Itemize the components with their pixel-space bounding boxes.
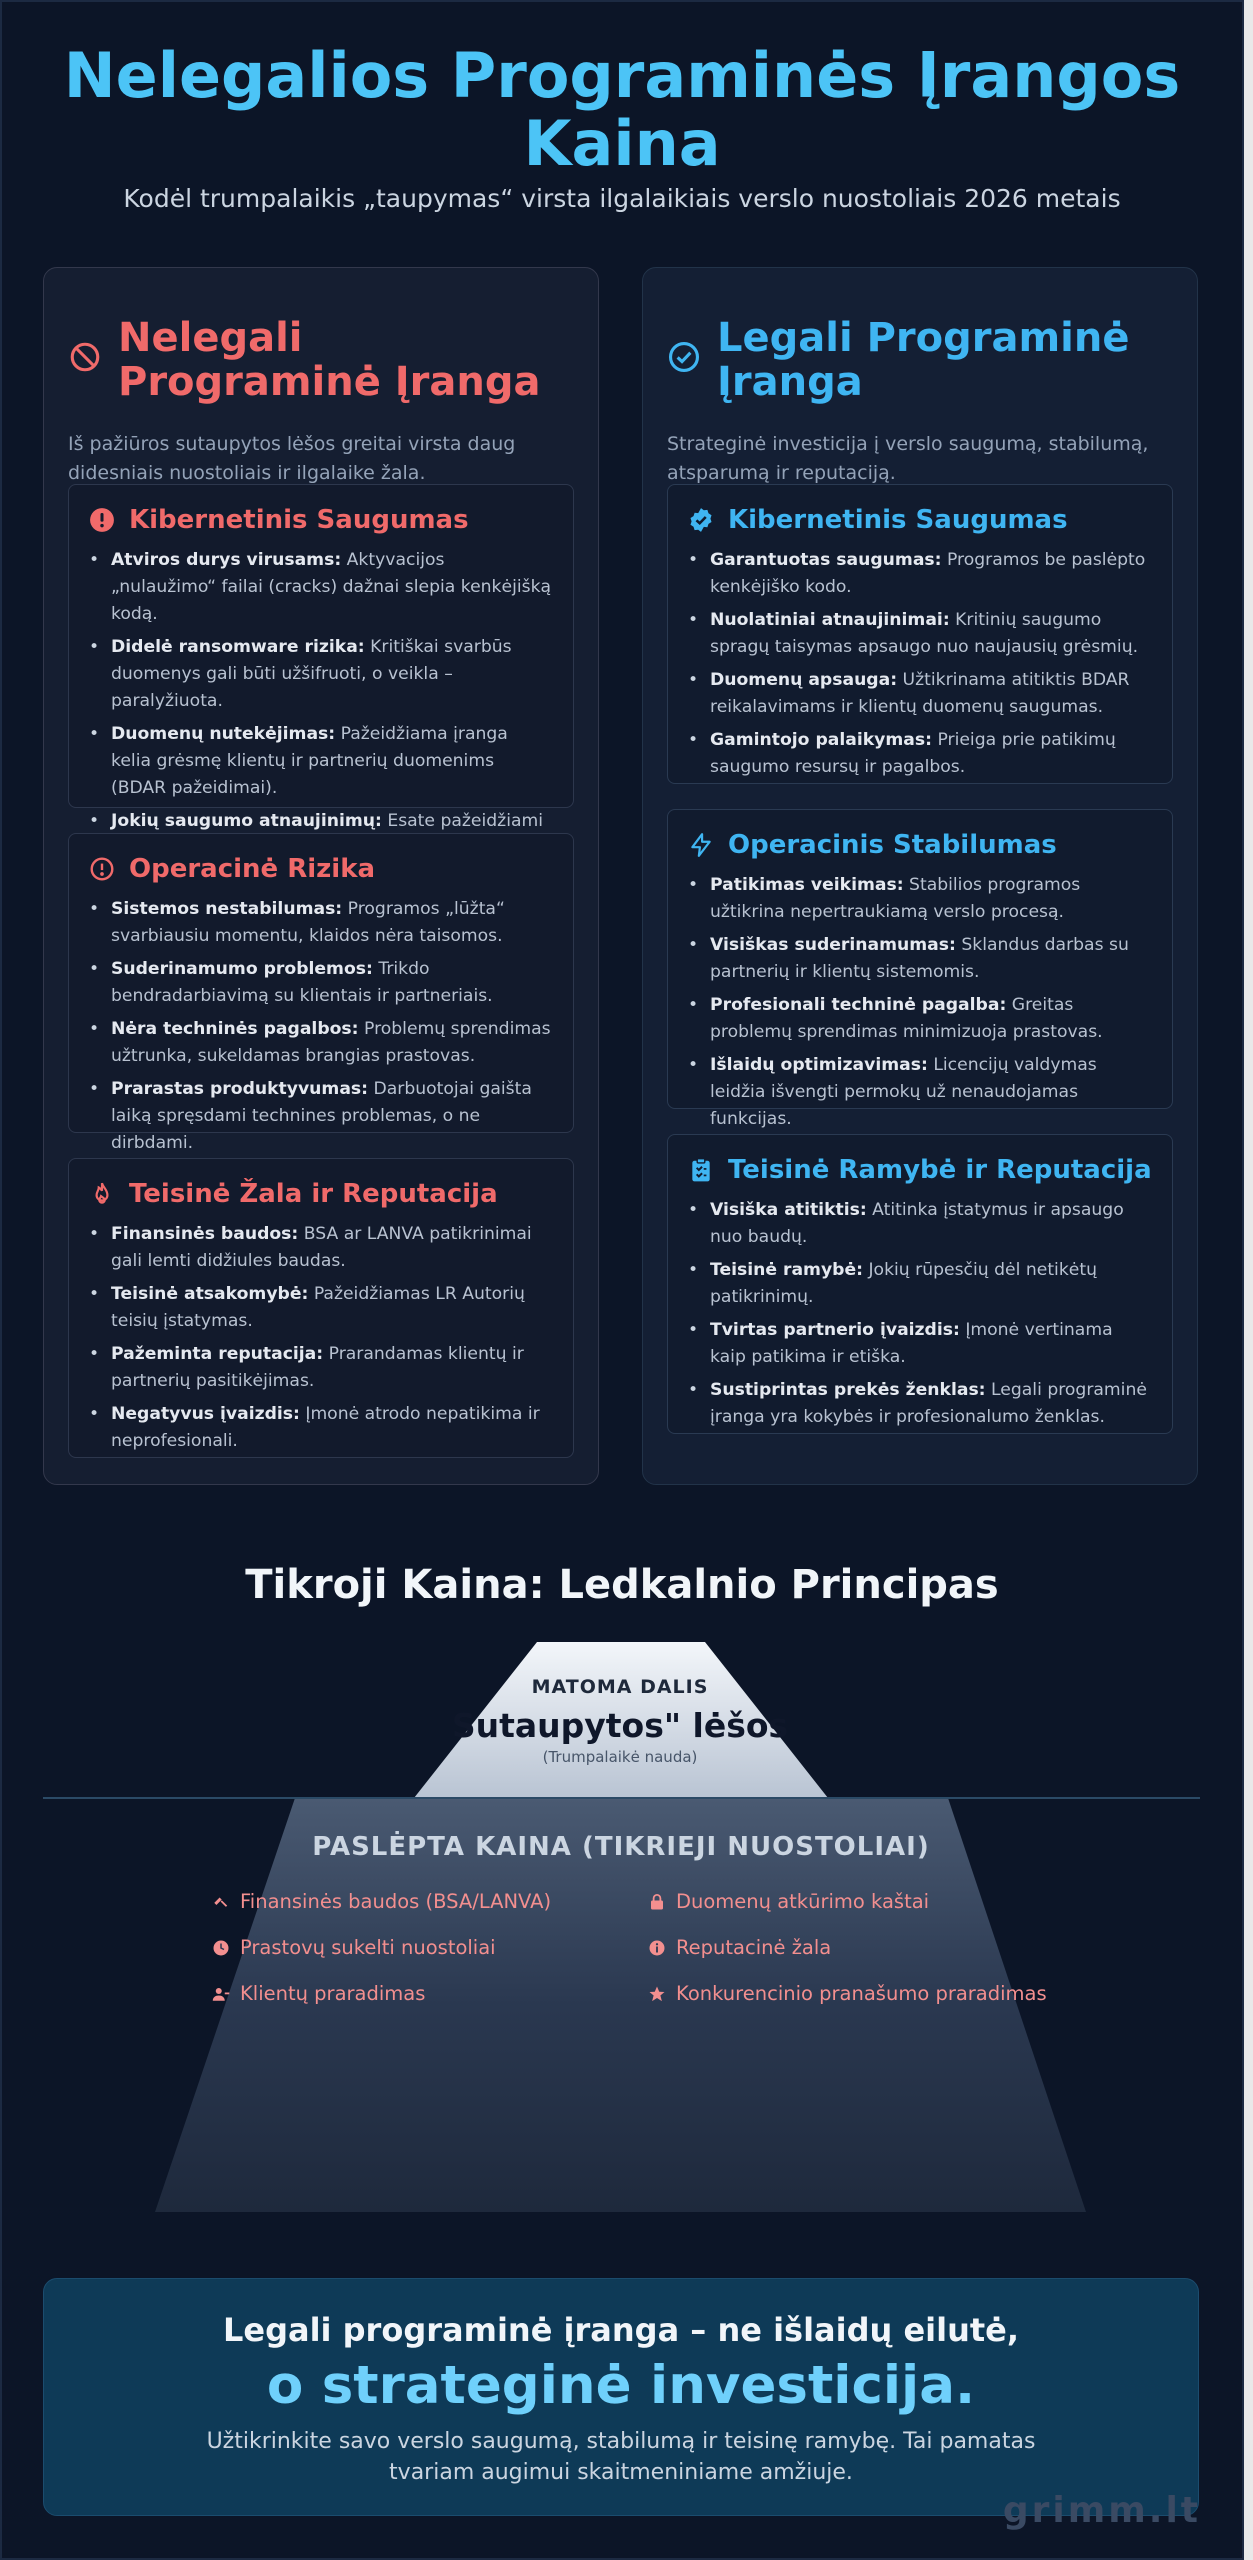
lock-icon bbox=[648, 1893, 666, 1911]
list-item: • Negatyvus įvaizdis: Įmonė atrodo nepatikima ir neprofesionali. bbox=[89, 1401, 553, 1455]
gavel-icon bbox=[212, 1893, 230, 1911]
fire-icon bbox=[89, 1181, 115, 1207]
visible-part-label: MATOMA DALIS bbox=[531, 1676, 709, 1698]
exclamation-circle-icon bbox=[89, 856, 115, 882]
hidden-costs-list bbox=[0, 1880, 1253, 2020]
iceberg-title: Tikroji Kaina: Ledkalnio Principas bbox=[245, 1562, 999, 1608]
list-item: • Jokių saugumo atnaujinimų: Esate pažeidžiami bbox=[89, 808, 553, 862]
illegal-card-legal bbox=[68, 1158, 574, 1458]
illegal-card-cyber bbox=[68, 484, 574, 831]
legal-software-panel bbox=[642, 267, 1198, 1485]
list-item: • Nuolatiniai atnaujinimai: Kritinių saugumo spragų taisymas apsaugo nuo naujausių grėsmių. bbox=[688, 607, 1152, 661]
cta-description: Užtikrinkite savo verslo saugumą, stabilumą ir teisinę ramybę. Tai pamatas tvariam augimui skaitmeniniame amžiuje. bbox=[206, 2429, 1036, 2485]
watermark-logo: grimm.lt bbox=[1002, 2490, 1201, 2531]
list-item: • Duomenų nutekėjimas: Pažeidžiama įranga kelia grėsmę klientų ir partnerių duomenims (BDAR pažeidimai). bbox=[89, 721, 553, 802]
cta-headline: o strateginė investicija. bbox=[266, 2355, 976, 2416]
illegal-title: Nelegali Programinė Įranga bbox=[118, 315, 541, 405]
list-item: • Teisinė ramybė: Jokių rūpesčių dėl netikėtų patikrinimų. bbox=[688, 1257, 1152, 1311]
list-item: • Visiškas suderinamumas: Sklandus darbas su partnerių ir klientų sistemomis. bbox=[688, 932, 1152, 986]
user-minus-icon bbox=[212, 1985, 230, 2003]
hidden-cost-item: Prastovų sukelti nuostoliai bbox=[212, 1936, 496, 1959]
legal-intro: Strateginė investicija į verslo saugumą, stabilumą, atsparumą ir reputaciją. bbox=[667, 433, 1149, 484]
lightning-icon bbox=[688, 832, 714, 858]
hidden-cost-item: Reputacinė žala bbox=[648, 1936, 831, 1959]
illegal-intro: Iš pažiūros sutaupytos lėšos greitai virsta daug didesniais nuostoliais ir ilgalaike žala. bbox=[68, 433, 516, 484]
check-circle-icon bbox=[667, 340, 701, 374]
hidden-cost-item: Duomenų atkūrimo kaštai bbox=[648, 1890, 929, 1913]
hidden-cost-item: Finansinės baudos (BSA/LANVA) bbox=[212, 1890, 551, 1913]
card-title: Teisinė Ramybė ir Reputacija bbox=[728, 1155, 1152, 1185]
list-item: • Prarastas produktyvumas: Darbuotojai gaišta laiką spręsdami technines problemas, o ne dirbdami. bbox=[89, 1076, 553, 1157]
list-item: • Sustiprintas prekės ženklas: Legali programinė įranga yra kokybės ir profesionalumo ženklas. bbox=[688, 1377, 1152, 1431]
star-icon bbox=[648, 1985, 666, 2003]
card-title: Kibernetinis Saugumas bbox=[129, 505, 469, 535]
list-item: • Finansinės baudos: BSA ar LANVA patikrinimai gali lemti didžiules baudas. bbox=[89, 1221, 553, 1275]
hidden-cost-title: PASLĖPTA KAINA (TIKRIEJI NUOSTOLIAI) bbox=[312, 1832, 930, 1862]
list-item: • Duomenų apsauga: Užtikrinama atitiktis BDAR reikalavimams ir klientų duomenų saugumas. bbox=[688, 667, 1152, 721]
illegal-software-panel bbox=[43, 267, 599, 1485]
clipboard-check-icon bbox=[688, 1157, 714, 1183]
list-item: • Pažeminta reputacija: Prarandamas klientų ir partnerių pasitikėjimas. bbox=[89, 1341, 553, 1395]
card-title: Kibernetinis Saugumas bbox=[728, 505, 1068, 535]
badge-check-icon bbox=[688, 507, 714, 533]
card-title: Operacinis Stabilumas bbox=[728, 830, 1057, 860]
legal-card-legal bbox=[667, 1134, 1173, 1434]
alert-circle-icon bbox=[89, 507, 115, 533]
cta-line-1: Legali programinė įranga – ne išlaidų eilutė, bbox=[222, 2311, 1020, 2349]
list-item: • Teisinė atsakomybė: Pažeidžiamas LR Autorių teisių įstatymas. bbox=[89, 1281, 553, 1335]
list-item: • Nėra techninės pagalbos: Problemų sprendimas užtrunka, sukeldamas brangias prastovas. bbox=[89, 1016, 553, 1070]
ban-icon bbox=[68, 340, 102, 374]
legal-card-cyber bbox=[667, 484, 1173, 784]
list-item: • Profesionali techninė pagalba: Greitas problemų sprendimas minimizuoja prastovas. bbox=[688, 992, 1152, 1046]
hidden-cost-item: Konkurencinio pranašumo praradimas bbox=[648, 1982, 1047, 2005]
list-item: • Išlaidų optimizavimas: Licencijų valdymas leidžia išvengti permokų už nenaudojamas funkcijas. bbox=[688, 1052, 1152, 1133]
legal-title: Legali Programinė Įranga bbox=[717, 315, 1130, 405]
list-item: • Visiška atitiktis: Atitinka įstatymus ir apsaugo nuo baudų. bbox=[688, 1197, 1152, 1251]
list-item: • Garantuotas saugumas: Programos be paslėpto kenkėjiško kodo. bbox=[688, 547, 1152, 601]
illegal-card-operational bbox=[68, 833, 574, 1153]
list-item: • Patikimas veikimas: Stabilios programos užtikrina nepertraukiamą verslo procesą. bbox=[688, 872, 1152, 926]
visible-part-value: Sutaupytos" lėšos bbox=[451, 1706, 789, 1745]
list-item: • Sistemos nestabilumas: Programos „lūžta“ svarbiausiu momentu, klaidos nėra taisomos. bbox=[89, 896, 553, 950]
list-item: • Tvirtas partnerio įvaizdis: Įmonė vertinama kaip patikima ir etiška. bbox=[688, 1317, 1152, 1371]
page-title: Nelegalios Programinės Įrangos Kaina bbox=[63, 39, 1181, 180]
visible-part-note: (Trumpalaikė nauda) bbox=[542, 1748, 698, 1766]
legal-card-operational bbox=[667, 809, 1173, 1129]
list-item: • Gamintojo palaikymas: Prieiga prie patikimų saugumo resursų ir pagalbos. bbox=[688, 727, 1152, 781]
info-icon bbox=[648, 1939, 666, 1957]
card-title: Teisinė Žala ir Reputacija bbox=[129, 1179, 498, 1209]
cta-banner bbox=[43, 2278, 1199, 2516]
page-subtitle: Kodėl trumpalaikis „taupymas“ virsta ilgalaikiais verslo nuostoliais 2026 metais bbox=[123, 184, 1121, 213]
clock-icon bbox=[212, 1939, 230, 1957]
list-item: • Didelė ransomware rizika: Kritiškai svarbūs duomenys gali būti užšifruoti, o veikla – paralyžiuota. bbox=[89, 634, 553, 715]
hidden-cost-item: Klientų praradimas bbox=[212, 1982, 425, 2005]
list-item: • Atviros durys virusams: Aktyvacijos „nulaužimo“ failai (cracks) dažnai slepia kenkėjišką kodą. bbox=[89, 547, 553, 628]
card-title: Operacinė Rizika bbox=[129, 854, 376, 884]
list-item: • Suderinamumo problemos: Trikdo bendradarbiavimą su klientais ir partneriais. bbox=[89, 956, 553, 1010]
